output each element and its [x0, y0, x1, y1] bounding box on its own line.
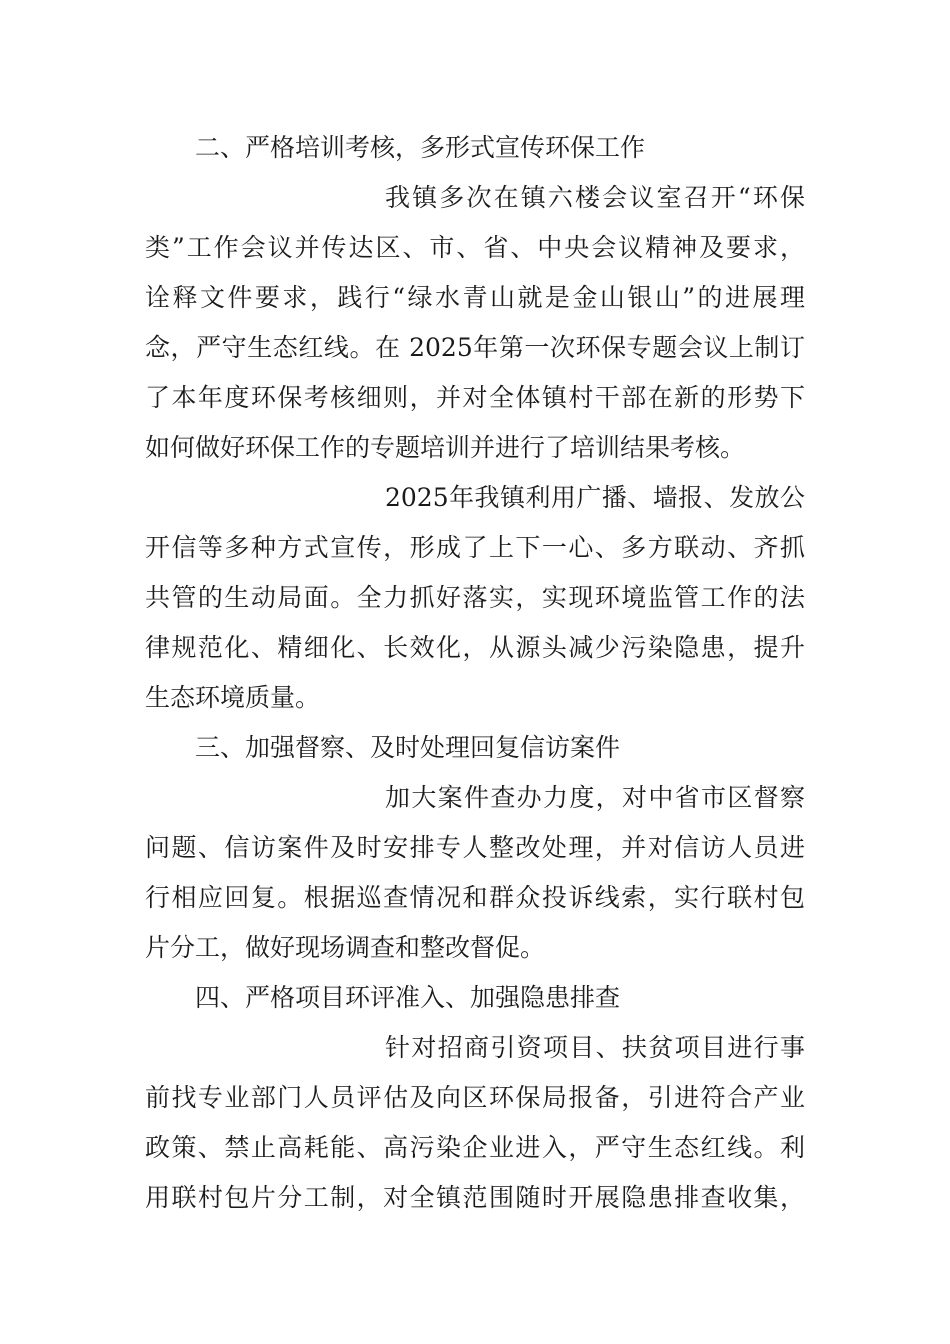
paragraph-line: 前找专业部门人员评估及向区环保局报备，引进符合产业: [145, 1083, 805, 1112]
paragraph-line: 律规范化、精细化、长效化，从源头减少污染隐患，提升: [145, 633, 805, 662]
paragraph-line: 诠释文件要求，践行“绿水青山就是金山银山”的进展理: [145, 283, 805, 312]
paragraph-line: 片分工，做好现场调查和整改督促。: [145, 933, 546, 962]
paragraph-line: 针对招商引资项目、扶贫项目进行事: [385, 1033, 805, 1062]
paragraph-line: 开信等多种方式宣传，形成了上下一心、多方联动、齐抓: [145, 533, 805, 562]
paragraph-line: 用联村包片分工制，对全镇范围随时开展隐患排查收集，: [145, 1183, 805, 1212]
paragraph-line: 了本年度环保考核细则，并对全体镇村干部在新的形势下: [145, 383, 805, 412]
paragraph-line: 类”工作会议并传达区、市、省、中央会议精神及要求，: [145, 233, 805, 262]
paragraph-line: 行相应回复。根据巡查情况和群众投诉线索，实行联村包: [145, 883, 805, 912]
paragraph-line: 政策、禁止高耗能、高污染企业进入，严守生态红线。利: [145, 1133, 805, 1162]
paragraph-line: 问题、信访案件及时安排专人整改处理，并对信访人员进: [145, 833, 805, 862]
section-heading-3: 三、加强督察、及时处理回复信访案件: [195, 733, 621, 762]
section-heading-4: 四、严格项目环评准入、加强隐患排查: [195, 983, 621, 1012]
paragraph-line: 如何做好环保工作的专题培训并进行了培训结果考核。: [145, 433, 746, 462]
section-heading-2: 二、严格培训考核，多形式宣传环保工作: [195, 133, 646, 162]
paragraph-line: 共管的生动局面。全力抓好落实，实现环境监管工作的法: [145, 583, 805, 612]
paragraph-line: 2025年我镇利用广播、墙报、发放公: [385, 483, 805, 512]
paragraph-line: 加大案件查办力度，对中省市区督察: [385, 783, 805, 812]
paragraph-line: 生态环境质量。: [145, 683, 321, 712]
paragraph-line: 念，严守生态红线。在 2025年第一次环保专题会议上制订: [145, 333, 805, 362]
paragraph-line: 我镇多次在镇六楼会议室召开“环保: [385, 183, 805, 212]
